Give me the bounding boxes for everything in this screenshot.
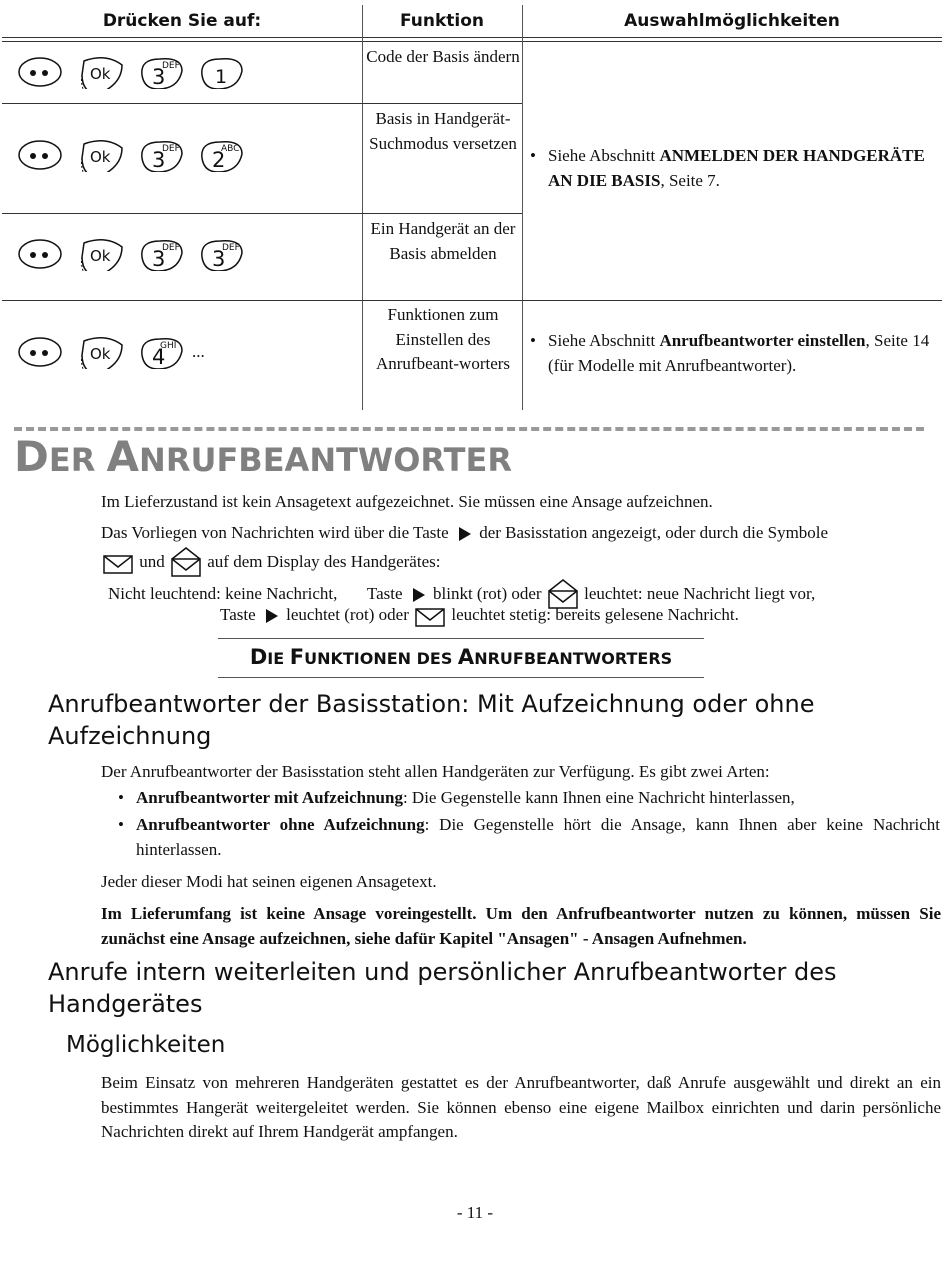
key-3-icon — [138, 138, 186, 172]
option-text: Siehe Abschnitt — [548, 146, 660, 165]
svg-text:GHI: GHI — [160, 341, 177, 351]
svg-text:Ok: Ok — [90, 65, 111, 83]
key-sequence — [18, 335, 205, 369]
header-options: Auswahlmöglichkeiten — [624, 11, 840, 31]
ok-key-icon — [76, 55, 126, 89]
bullet-without-recording: • Anrufbeantworter ohne Aufzeichnung: Die Gegenstelle hört die Ansage, kann Ihnen aber keine Nachricht hinterlassen. — [118, 815, 940, 859]
option-link-text: Anrufbeantworter einstellen — [659, 331, 866, 350]
svg-text:3: 3 — [212, 247, 226, 271]
col-divider-1 — [362, 5, 363, 410]
svg-text:DEF: DEF — [162, 61, 180, 71]
svg-text:1: 1 — [215, 66, 228, 88]
svg-text:Ok: Ok — [90, 247, 111, 265]
option-cell — [530, 143, 934, 193]
indicator-paragraph: Das Vorliegen von Nachrichten wird über die Taste der Basisstation angezeigt, oder durch die Symbole — [101, 521, 950, 546]
header-rule-1 — [2, 37, 942, 38]
svg-text:3: 3 — [152, 148, 166, 172]
option-link-text: ANMELDEN DER HANDGERÄTE AN DIE BASIS — [548, 146, 925, 190]
row-rule — [2, 103, 362, 104]
ok-key-icon — [76, 138, 126, 172]
play-key-icon — [453, 524, 475, 544]
function-cell: Ein Handgerät an der Basis abmelden — [370, 219, 516, 263]
paragraph-note: Im Lieferumfang ist keine Ansage voreingestellt. Um den Anfrufbeantworter nutzen zu können, müssen Sie zunächst eine Ansage aufzeichnen, siehe dafür Kapitel "Ansagen" - Ansagen Aufnehmen. — [101, 904, 941, 948]
option-text: , Seite 7. — [660, 171, 720, 190]
header-press: Drücken Sie auf: — [102, 11, 262, 31]
function-cell: Code der Basis ändern — [366, 47, 520, 66]
option-text: Siehe Abschnitt — [548, 331, 660, 350]
bullet-with-recording: • Anrufbeantworter mit Aufzeichnung: Die Gegenstelle kann Ihnen eine Nachricht hinterlassen, — [118, 786, 940, 811]
heading-possibilities: Möglichkeiten — [66, 1032, 226, 1058]
option-cell — [530, 328, 934, 378]
bullet: • — [118, 815, 124, 834]
ellipsis: ... — [192, 342, 205, 361]
key-2-icon — [198, 138, 246, 172]
envelope-icon — [101, 551, 135, 575]
paragraph-modes: Jeder dieser Modi hat seinen eigenen Ansagetext. — [101, 872, 437, 891]
row-rule — [362, 103, 522, 104]
svg-text:2: 2 — [212, 148, 226, 172]
function-cell: Basis in Handgerät-Suchmodus versetzen — [369, 109, 517, 153]
subsection-title: DIE FUNKTIONEN DES ANRUFBEANTWORTERS — [218, 638, 704, 678]
menu-key-icon — [18, 237, 64, 271]
play-key-icon — [260, 606, 282, 626]
option-text: , Seite 14 (für Modelle mit Anrufbeantworter). — [548, 331, 930, 375]
envelope-icon — [413, 604, 447, 628]
key-3-icon — [138, 237, 186, 271]
svg-text:4: 4 — [152, 345, 166, 369]
key-3-icon — [138, 55, 186, 89]
menu-key-icon — [18, 55, 64, 89]
function-cell: Funktionen zum Einstellen des Anrufbeant-worters — [375, 305, 511, 373]
bullet: • — [530, 331, 536, 350]
bullet: • — [118, 788, 124, 807]
bullet: • — [530, 146, 536, 165]
key-sequence — [18, 237, 246, 271]
ok-key-icon — [76, 335, 126, 369]
row-rule — [2, 213, 522, 214]
key-4-icon — [138, 335, 186, 369]
page-number: - 11 - — [456, 1203, 494, 1222]
key-1-icon — [198, 55, 246, 89]
heading-forwarding: Anrufe intern weiterleiten und persönlicher Anrufbeantworter des Handgerätes — [48, 958, 837, 1018]
paragraph-two-types: Der Anrufbeantworter der Basisstation steht allen Handgeräten zur Verfügung. Es gibt zwei Arten: — [101, 762, 770, 781]
col-divider-2 — [522, 5, 523, 410]
intro-paragraph: Im Lieferzustand ist kein Ansagetext aufgezeichnet. Sie müssen eine Ansage aufzeichnen. — [101, 492, 713, 511]
svg-text:3: 3 — [152, 65, 166, 89]
status-line-2: Taste leuchtet (rot) oder leuchtet stetig: bereits gelesene Nachricht. — [220, 603, 739, 628]
key-sequence — [18, 55, 246, 89]
key-sequence — [18, 138, 246, 172]
svg-text:DEF: DEF — [162, 144, 180, 154]
section-title: DER ANRUFBEANTWORTER — [14, 432, 512, 481]
heading-base-answering-machine: Anrufbeantworter der Basisstation: Mit Aufzeichnung oder ohne Aufzeichnung — [48, 690, 815, 750]
row-rule — [2, 300, 942, 301]
svg-text:Ok: Ok — [90, 148, 111, 166]
header-function: Funktion — [399, 11, 484, 31]
paragraph-possibilities: Beim Einsatz von mehreren Handgeräten gestattet es der Anrufbeantworter, daß Anrufe ausgewählt und direkt an ein bestimmtes Hangerät weitergeleitet werden. Sie können ebenso eine eigene Mailbox einrichten und darin persönliche Nachrichten direkt auf Ihrem Handgerät ampfangen. — [101, 1073, 941, 1141]
svg-text:DEF: DEF — [222, 243, 240, 253]
svg-text:3: 3 — [152, 247, 166, 271]
key-3-icon — [198, 237, 246, 271]
svg-text:DEF: DEF — [162, 243, 180, 253]
section-divider — [14, 427, 924, 431]
indicator-paragraph-2: und auf dem Display des Handgerätes: — [101, 546, 440, 580]
menu-key-icon — [18, 335, 64, 369]
play-key-icon — [407, 585, 429, 605]
svg-text:Ok: Ok — [90, 345, 111, 363]
status-line-1: Nicht leuchtend: keine Nachricht, Taste blinkt (rot) oder leuchtet: neue Nachricht liegt vor, — [108, 578, 948, 612]
header-rule-2 — [2, 41, 942, 42]
svg-text:ABC: ABC — [221, 144, 240, 154]
open-envelope-icon — [169, 546, 203, 580]
menu-key-icon — [18, 138, 64, 172]
ok-key-icon — [76, 237, 126, 271]
